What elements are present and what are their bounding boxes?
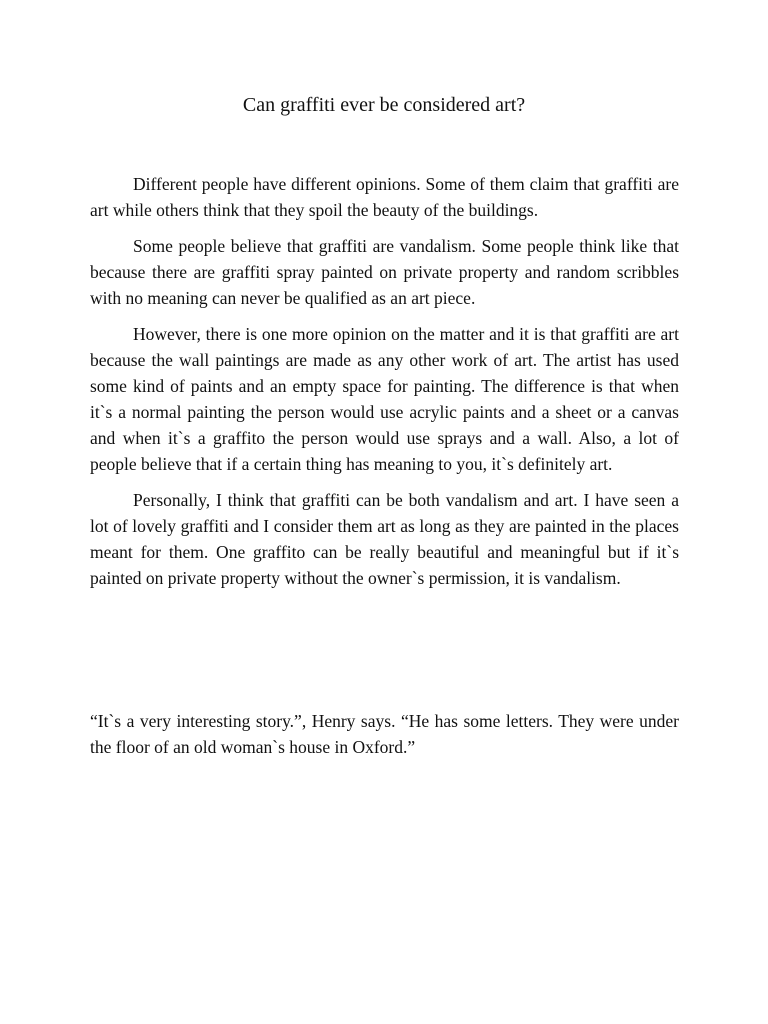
quote-section [90,708,679,760]
paragraph-1: Different people have different opinions. Some of them claim that graffiti are art while others think that they spoil the beauty of the buildings. [90,174,679,220]
paragraph-2: Some people believe that graffiti are vandalism. Some people think like that because there are graffiti spray painted on private property and random scribbles with no meaning can never be qualified as an art piece. [90,236,679,308]
dialogue-quote: “It`s a very interesting story.”, Henry says. “He has some letters. They were under the floor of an old woman`s house in Oxford.” [90,711,679,757]
paragraph-4: Personally, I think that graffiti can be both vandalism and art. I have seen a lot of lovely graffiti and I consider them art as long as they are painted in the places meant for them. One graffito can be really beautiful and meaningful but if it`s painted on private property without the owner`s permission, it is vandalism. [90,490,679,588]
paragraph-3: However, there is one more opinion on the matter and it is that graffiti are art because the wall paintings are made as any other work of art. The artist has used some kind of paints and an empty space for painting. The difference is that when it`s a normal painting the person would use acrylic paints and a sheet or a canvas and when it`s a graffito the person would use sprays and a wall. Also, a lot of people believe that if a certain thing has meaning to you, it`s definitely art. [90,324,679,474]
essay-body [90,171,679,601]
document-title: Can graffiti ever be considered art? [242,94,526,116]
